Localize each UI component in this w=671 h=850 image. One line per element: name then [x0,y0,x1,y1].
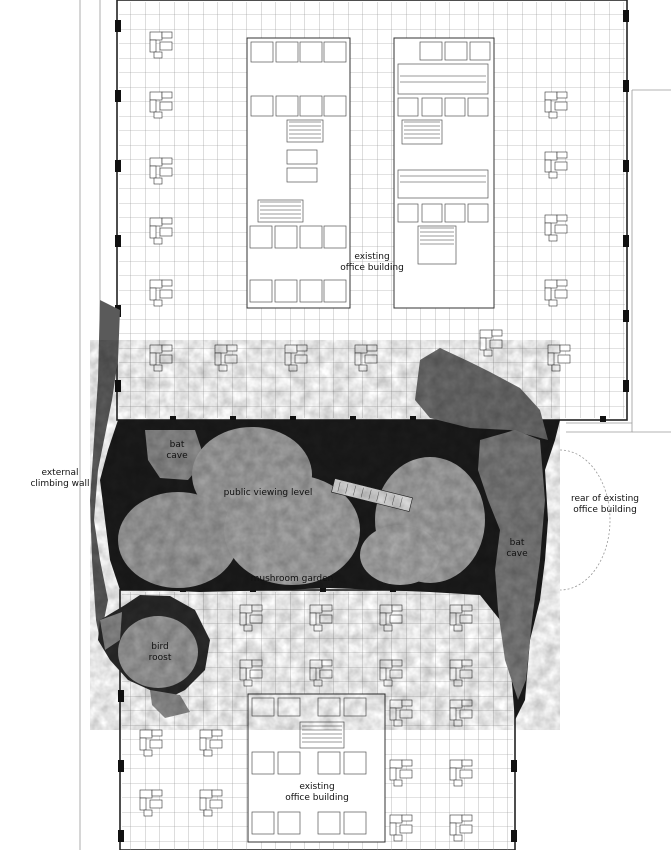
label-existing-office-bottom: existing office building [285,782,349,803]
label-bat-cave-right: bat cave [506,538,528,559]
label-rear-of-existing: rear of existing office building [571,494,639,515]
label-bat-cave-left: bat cave [166,440,188,461]
label-external-climbing-wall: external climbing wall [30,468,90,489]
label-public-viewing-level: public viewing level [223,488,313,498]
label-bird-roost: bird roost [148,642,172,663]
label-mushroom-garden: mushroom garden [250,574,334,584]
label-existing-office-top: existing office building [340,252,404,273]
cave-rock-formation [90,300,560,730]
